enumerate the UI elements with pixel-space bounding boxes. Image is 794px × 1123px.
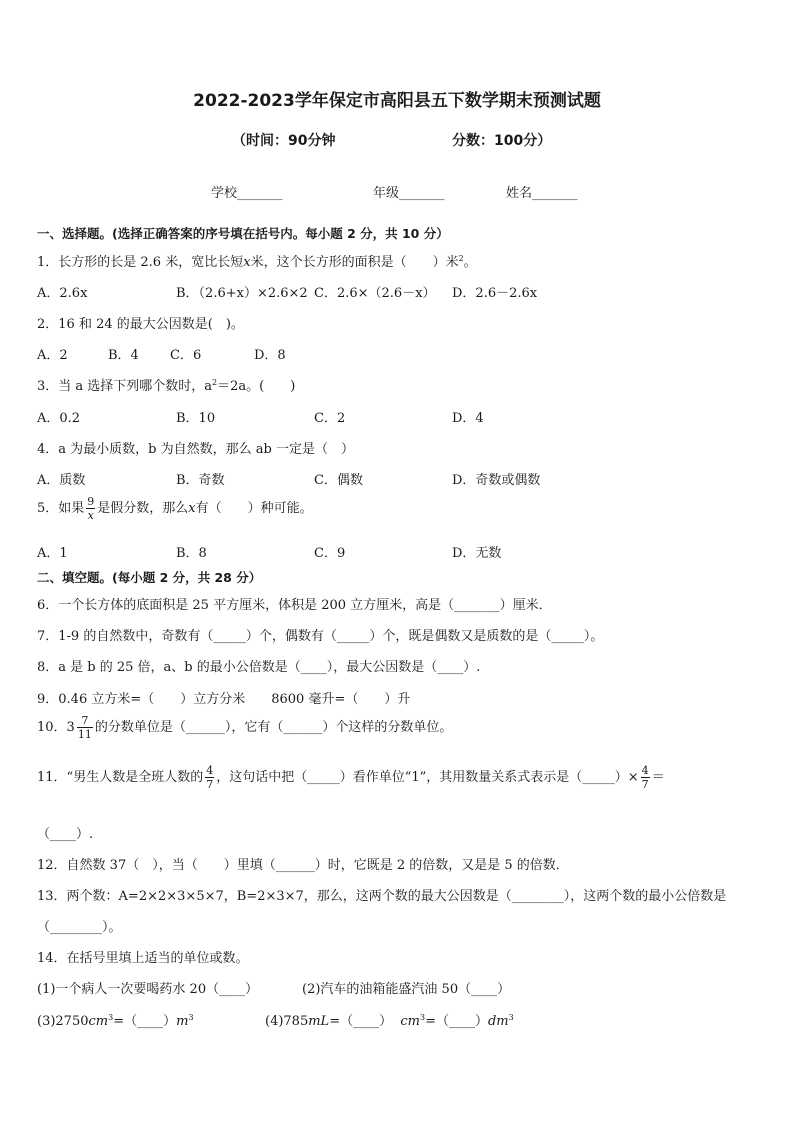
q3-option-a: A．0.2 bbox=[37, 411, 81, 426]
question-10: 10．3 $\frac{7}{11}$ 的分数单位是（______），它有（______）个这样的分数单位。 bbox=[37, 714, 453, 741]
q5-fraction: $\frac{9}{x}$ bbox=[87, 495, 95, 522]
q3-option-d: D．4 bbox=[452, 411, 484, 426]
score-label: 分数：100分） bbox=[452, 133, 552, 149]
question-11: 11．“男生人数是全班人数的 $\frac{4}{7}$ ，这句话中把（_____）看作单位“1”，其用数量关系式表示是（_____）× $\frac{4}{7}$ ＝ bbox=[37, 764, 665, 791]
q14-part-4: (4)785mL=（____） $cm^3=(\_\_\_\_)dm^3$ bbox=[265, 1013, 514, 1029]
q2-option-b: B．4 bbox=[108, 348, 139, 363]
question-6: 6．一个长方体的底面积是 25 平方厘米，体积是 200 立方厘米，高是（_______）厘米． bbox=[37, 598, 552, 613]
question-9: 9．0.46 立方米=（ ）立方分米 8600 毫升=（ ）升 bbox=[37, 692, 411, 707]
q3-option-b: B．10 bbox=[176, 411, 216, 426]
q1-option-a: A．2.6x bbox=[37, 286, 88, 301]
q5-option-d: D．无数 bbox=[452, 546, 502, 561]
question-4: 4．a 为最小质数，b 为自然数，那么 ab 一定是（ ） bbox=[37, 442, 354, 457]
q5-option-a: A．1 bbox=[37, 546, 68, 561]
q1-option-c: C．2.6×（2.6－x） bbox=[314, 286, 436, 301]
question-14: 14．在括号里填上适当的单位或数。 bbox=[37, 951, 249, 966]
q1-option-b: B．（2.6+x）×2.6×2 bbox=[176, 286, 308, 301]
grade-field: 年级_______ bbox=[373, 186, 445, 201]
question-13-line2: （________）。 bbox=[37, 920, 122, 935]
q4-option-d: D．奇数或偶数 bbox=[452, 473, 541, 488]
q5-option-c: C．9 bbox=[314, 546, 346, 561]
q14-part-2: (2)汽车的油箱能盛汽油 50（____） bbox=[302, 982, 511, 997]
q14-part-3: $(3)2750cm^3=(\_\_\_\_)m^3$ bbox=[37, 1013, 194, 1029]
question-13: 13．两个数：A=2×2×3×5×7，B=2×3×7，那么，这两个数的最大公因数是（________），这两个数的最小公倍数是 bbox=[37, 889, 727, 904]
question-11-line2: （____）. bbox=[37, 827, 94, 842]
school-field: 学校_______ bbox=[211, 186, 283, 201]
question-7: 7．1-9 的自然数中，奇数有（_____）个，偶数有（_____）个，既是偶数又是质数的是（_____）。 bbox=[37, 629, 604, 644]
question-1: 1．长方形的长是 2.6 米，宽比长短x米，这个长方形的面积是（ ）米$^2$。 bbox=[37, 254, 477, 270]
q11-fraction-2: $\frac{4}{7}$ bbox=[641, 764, 649, 791]
page-title: 2022-2023学年保定市高阳县五下数学期末预测试题 bbox=[193, 91, 601, 111]
question-3: 3．当 a 选择下列哪个数时，$a^2=2a$。( ) bbox=[37, 378, 296, 394]
q14-part-1: (1)一个病人一次要喝药水 20（____） bbox=[37, 982, 259, 997]
q10-fraction: $\frac{7}{11}$ bbox=[77, 714, 92, 741]
q5-option-b: B．8 bbox=[176, 546, 207, 561]
q11-fraction-1: $\frac{4}{7}$ bbox=[206, 764, 214, 791]
question-8: 8．a 是 b 的 25 倍，a、b 的最小公倍数是（____），最大公因数是（____）. bbox=[37, 660, 481, 675]
q4-option-c: C．偶数 bbox=[314, 473, 363, 488]
question-12: 12．自然数 37（ ），当（ ）里填（______）时，它既是 2 的倍数，又是是 5 的倍数． bbox=[37, 858, 569, 873]
q2-option-d: D．8 bbox=[254, 348, 286, 363]
time-label: （时间：90分钟 bbox=[232, 133, 336, 149]
q3-option-c: C．2 bbox=[314, 411, 346, 426]
q4-option-a: A．质数 bbox=[37, 473, 86, 488]
q4-option-b: B．奇数 bbox=[176, 473, 225, 488]
question-2: 2．16 和 24 的最大公因数是( )。 bbox=[37, 317, 244, 332]
q1-option-d: D．2.6－2.6x bbox=[452, 286, 538, 301]
q2-option-a: A．2 bbox=[37, 348, 68, 363]
section2-heading: 二、填空题。(每小题 2 分，共 28 分） bbox=[37, 570, 262, 585]
section1-heading: 一、选择题。(选择正确答案的序号填在括号内。每小题 2 分，共 10 分） bbox=[37, 226, 449, 241]
name-field: 姓名_______ bbox=[506, 186, 578, 201]
q2-option-c: C．6 bbox=[170, 348, 202, 363]
question-5: 5．如果 $\frac{9}{x}$ 是假分数，那么x有（ ）种可能。 bbox=[37, 495, 313, 522]
